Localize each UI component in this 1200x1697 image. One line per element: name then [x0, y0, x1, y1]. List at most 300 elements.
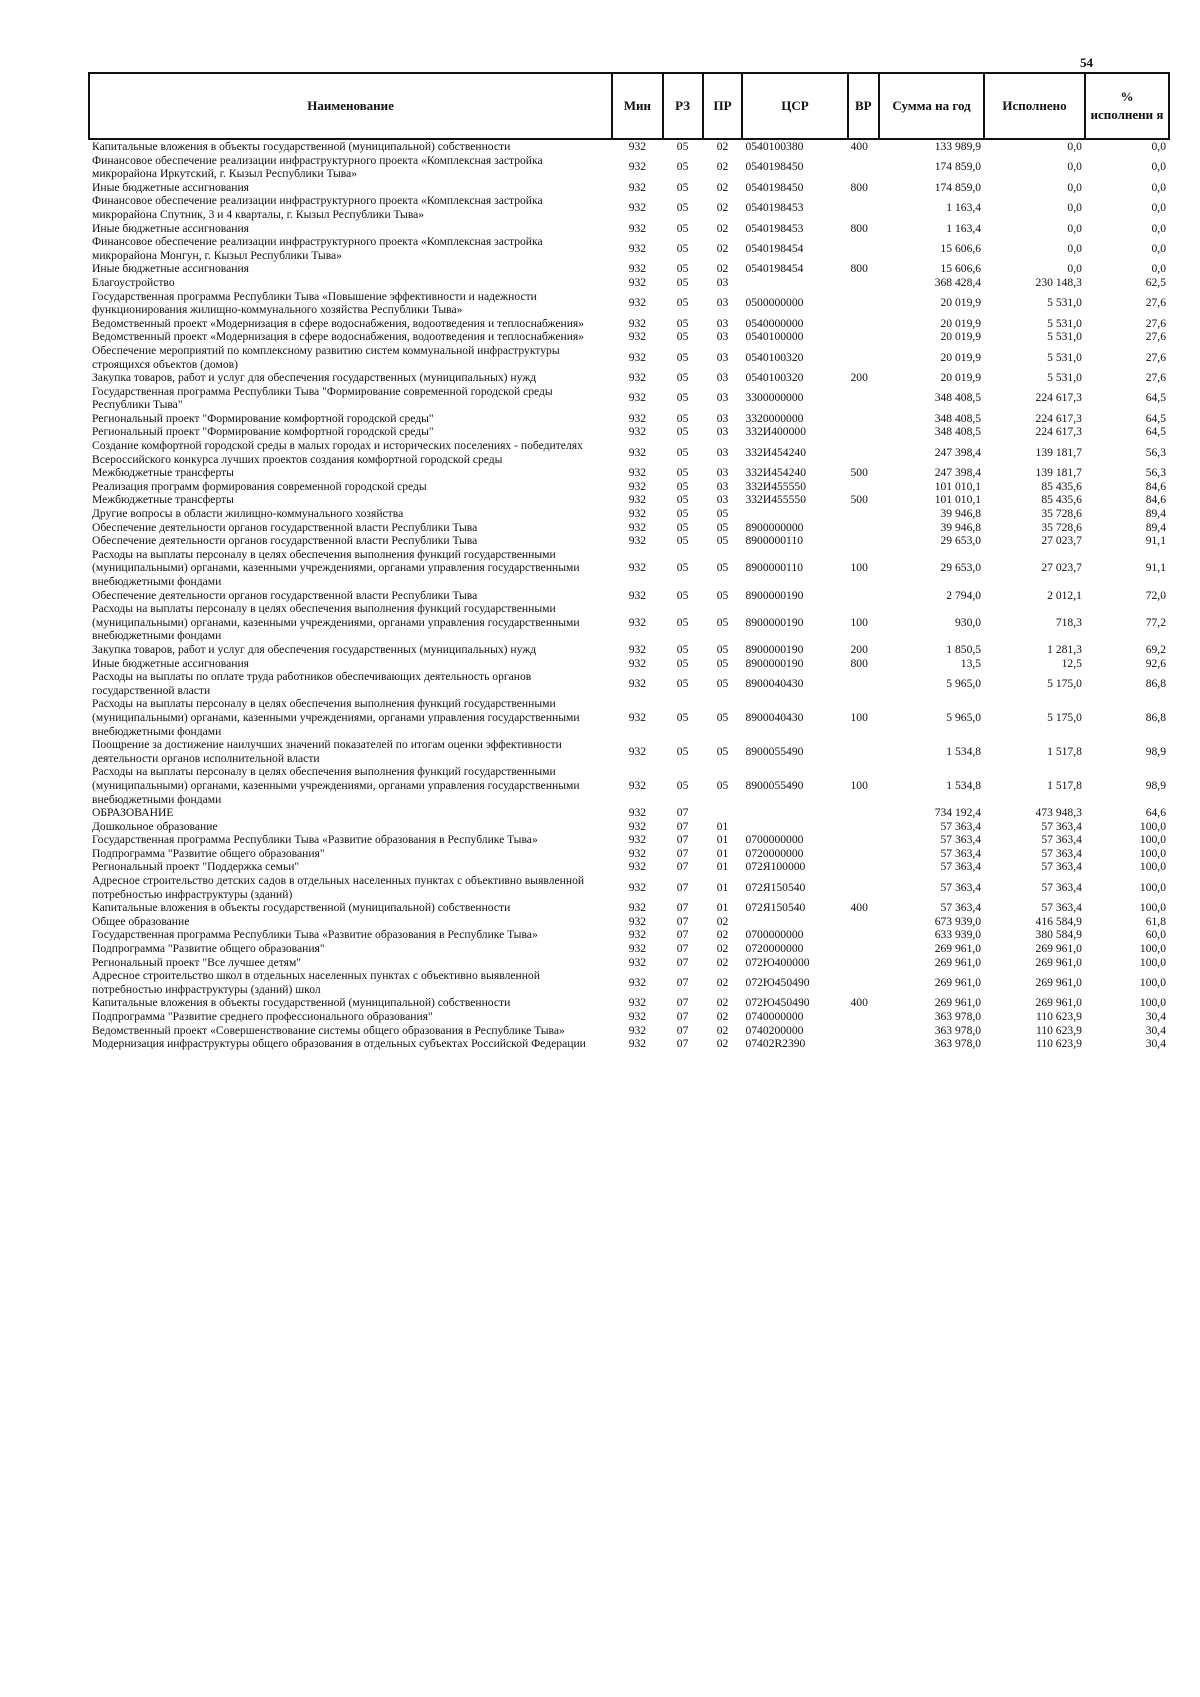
table-row [89, 276, 1169, 290]
cell-name: Адресное строительство детских садов в отдельных населенных пунктах с объективно выявленной потребностью инфраструктуры (зданий) [92, 874, 585, 901]
cell-name: Ведомственный проект «Модернизация в сфере водоснабжения, водоотведения и теплоснабжения» [92, 316, 585, 330]
cell-vr [848, 480, 880, 494]
cell-rz: 05 [676, 350, 689, 364]
cell-name: Общее образование [92, 914, 190, 928]
cell-min: 932 [628, 493, 647, 507]
cell-vr [848, 847, 880, 861]
cell-name: Иные бюджетные ассигнования [92, 221, 249, 235]
cell-sum: 57 363,4 [940, 819, 982, 833]
cell-done: 27 023,7 [1041, 534, 1082, 548]
table-row [89, 602, 1169, 643]
cell-pr: 02 [716, 160, 729, 174]
cell-sum: 13,5 [960, 656, 982, 670]
cell-rz: 05 [676, 642, 689, 656]
table-row [89, 657, 1169, 671]
table-row [89, 344, 1169, 371]
cell-sum: 348 408,5 [934, 411, 982, 425]
cell-rz: 05 [676, 221, 689, 235]
cell-sum: 57 363,4 [940, 860, 982, 874]
cell-done: 230 148,3 [1035, 275, 1082, 289]
cell-rz: 05 [676, 262, 689, 276]
cell-rz: 07 [676, 1023, 689, 1037]
table-row [89, 154, 1169, 181]
cell-sum: 57 363,4 [940, 880, 982, 894]
cell-name: Иные бюджетные ассигнования [92, 180, 249, 194]
cell-name: Расходы на выплаты персоналу в целях обеспечения выполнения функций государственными (муниципальными) органами, казенными учреждениями, органами управления государственными внебюджетными фондами [92, 765, 580, 806]
cell-name: Поощрение за достижение наилучших значений показателей по итогам оценки эффективности деятельности органов исполнительной власти [92, 738, 562, 765]
cell-sum: 39 946,8 [940, 520, 982, 534]
cell-done: 224 617,3 [1035, 391, 1082, 405]
cell-sum: 348 408,5 [934, 391, 982, 405]
cell-csr: 072Ю450490 [745, 996, 810, 1010]
cell-min: 932 [628, 140, 647, 153]
cell-sum: 101 010,1 [934, 493, 982, 507]
cell-name: Иные бюджетные ассигнования [92, 262, 249, 276]
cell-vr [848, 154, 880, 181]
cell-sum: 363 978,0 [934, 1023, 982, 1037]
cell-name: Обеспечение мероприятий по комплексному развитию систем коммунальной инфраструктуры строящихся объектов (домов) [92, 343, 560, 371]
cell-vr [848, 439, 880, 466]
cell-min: 932 [628, 391, 647, 405]
cell-pr: 02 [716, 241, 729, 255]
header-vr: ВР [848, 73, 880, 139]
cell-name: Государственная программа Республики Тыва «Повышение эффективности и надежности функционирования жилищно-коммунального хозяйства Республики Тыва» [92, 289, 537, 317]
cell-vr [848, 235, 880, 262]
cell-csr: 072Я150540 [745, 880, 806, 894]
cell-csr: 0720000000 [745, 846, 804, 860]
cell-rz: 05 [676, 425, 689, 439]
cell-sum: 15 606,6 [940, 262, 982, 276]
cell-pr: 03 [716, 350, 729, 364]
table-row [89, 521, 1169, 535]
cell-rz: 05 [676, 371, 689, 385]
cell-min: 932 [628, 316, 647, 330]
cell-vr: 800 [850, 262, 868, 276]
cell-vr [848, 738, 880, 765]
cell-rz: 05 [676, 201, 689, 215]
cell-csr: 8900000190 [745, 656, 804, 670]
cell-done: 5 175,0 [1047, 710, 1082, 724]
cell-pr: 05 [716, 588, 729, 602]
table-row [89, 1024, 1169, 1038]
table-row [89, 235, 1169, 262]
cell-pct: 62,5 [1145, 275, 1166, 289]
cell-min: 932 [628, 976, 647, 990]
table-row [89, 765, 1169, 806]
table-row [89, 534, 1169, 548]
cell-pct: 98,9 [1145, 744, 1166, 758]
table-row [89, 493, 1169, 507]
table-row [89, 847, 1169, 861]
cell-pct: 30,4 [1145, 1010, 1166, 1023]
cell-done: 2 012,1 [1047, 588, 1082, 602]
cell-sum: 57 363,4 [940, 833, 982, 847]
cell-csr: 8900000000 [745, 520, 804, 534]
cell-rz: 07 [676, 860, 689, 874]
cell-csr: 332И454240 [745, 445, 806, 459]
cell-csr: 8900055490 [745, 744, 804, 758]
cell-rz: 07 [676, 819, 689, 833]
cell-pct: 27,6 [1145, 296, 1166, 310]
header-rz: РЗ [663, 73, 703, 139]
cell-rz: 05 [676, 778, 689, 792]
cell-pct: 30,4 [1145, 1023, 1166, 1037]
cell-min: 932 [628, 819, 647, 833]
cell-name: Подпрограмма "Развитие среднего профессионального образования" [92, 1010, 433, 1023]
cell-sum: 174 859,0 [934, 180, 982, 194]
cell-pr: 05 [716, 561, 729, 575]
cell-pr: 02 [716, 180, 729, 194]
cell-done: 269 961,0 [1035, 955, 1082, 969]
cell-sum: 930,0 [954, 615, 982, 629]
cell-sum: 133 989,9 [934, 140, 982, 153]
cell-min: 932 [628, 507, 647, 521]
cell-pr: 05 [716, 520, 729, 534]
cell-pr: 02 [716, 1023, 729, 1037]
table-row [89, 942, 1169, 956]
cell-pr: 03 [716, 330, 729, 344]
cell-csr: 8900000110 [745, 534, 803, 548]
cell-pr: 05 [716, 615, 729, 629]
cell-pct: 92,6 [1145, 656, 1166, 670]
cell-pct: 56,3 [1145, 445, 1166, 459]
cell-done: 0,0 [1067, 262, 1082, 276]
cell-rz: 07 [676, 1010, 689, 1023]
table-row [89, 425, 1169, 439]
cell-rz: 05 [676, 744, 689, 758]
cell-done: 5 531,0 [1047, 350, 1082, 364]
cell-csr: 0740200000 [745, 1023, 804, 1037]
cell-vr [848, 521, 880, 535]
cell-pct: 77,2 [1145, 615, 1166, 629]
cell-rz: 05 [676, 466, 689, 480]
cell-csr: 07402R2390 [745, 1037, 806, 1051]
cell-name: Государственная программа Республики Тыва «Развитие образования в Республике Тыва» [92, 928, 538, 942]
cell-sum: 269 961,0 [934, 996, 982, 1010]
cell-pr: 05 [716, 778, 729, 792]
cell-sum: 29 653,0 [940, 561, 982, 575]
cell-pr: 03 [716, 371, 729, 385]
cell-csr: 0500000000 [745, 296, 804, 310]
cell-name: Региональный проект "Все лучшее детям" [92, 955, 302, 969]
cell-csr: 8900040430 [745, 710, 804, 724]
cell-vr: 100 [850, 561, 868, 575]
cell-pct: 27,6 [1145, 371, 1166, 385]
cell-vr: 800 [850, 221, 868, 235]
cell-pr: 03 [716, 316, 729, 330]
cell-csr [742, 820, 847, 834]
cell-name: Финансовое обеспечение реализации инфраструктурного проекта «Комплексная застройка микрорайона Спутник, 3 и 4 кварталы, г. Кызыл Республики Тыва» [92, 194, 543, 221]
cell-done: 269 961,0 [1035, 976, 1082, 990]
cell-min: 932 [628, 445, 647, 459]
cell-rz: 07 [676, 833, 689, 847]
cell-csr: 332И400000 [745, 425, 806, 439]
cell-min: 932 [628, 201, 647, 215]
cell-pct: 27,6 [1145, 350, 1166, 364]
cell-pr: 02 [716, 928, 729, 942]
cell-pct: 27,6 [1145, 330, 1166, 344]
cell-name: Государственная программа Республики Тыва "Формирование современной городской среды Республики Тыва" [92, 384, 553, 412]
cell-done: 1 281,3 [1047, 642, 1082, 656]
cell-vr: 800 [850, 656, 868, 670]
cell-min: 932 [628, 411, 647, 425]
header-pct: % исполнени я [1085, 73, 1169, 139]
cell-pr: 02 [716, 1037, 729, 1051]
table-row [89, 697, 1169, 738]
header-pr: ПР [703, 73, 743, 139]
cell-rz: 05 [676, 588, 689, 602]
cell-vr: 200 [850, 642, 868, 656]
cell-vr [848, 874, 880, 901]
cell-rz: 05 [676, 160, 689, 174]
cell-pct: 0,0 [1151, 241, 1166, 255]
table-row [89, 901, 1169, 915]
cell-pr: 03 [716, 411, 729, 425]
cell-done: 0,0 [1067, 180, 1082, 194]
cell-sum: 1 850,5 [946, 642, 982, 656]
header-done: Исполнено [984, 73, 1085, 139]
cell-rz: 05 [676, 140, 689, 153]
cell-pct: 100,0 [1139, 996, 1166, 1010]
cell-csr: 0740000000 [745, 1010, 804, 1023]
cell-vr: 200 [850, 371, 868, 385]
cell-pr: 02 [716, 996, 729, 1010]
cell-done: 5 531,0 [1047, 330, 1082, 344]
cell-pct: 69,2 [1145, 642, 1166, 656]
cell-done: 269 961,0 [1035, 942, 1082, 956]
cell-csr: 0540198453 [745, 221, 804, 235]
cell-pr: 02 [716, 942, 729, 956]
cell-vr: 400 [850, 901, 868, 915]
cell-csr: 8900000190 [745, 615, 804, 629]
cell-pr: 05 [716, 642, 729, 656]
cell-pct: 60,0 [1145, 928, 1166, 942]
table-row [89, 181, 1169, 195]
cell-csr: 332И454240 [745, 466, 806, 480]
cell-done: 57 363,4 [1041, 901, 1082, 915]
cell-pr: 05 [716, 534, 729, 548]
cell-rz: 07 [676, 996, 689, 1010]
cell-min: 932 [628, 275, 647, 289]
cell-pr: 02 [716, 914, 729, 928]
cell-csr: 072Ю400000 [745, 955, 810, 969]
cell-done: 85 435,6 [1041, 479, 1082, 493]
cell-name: Региональный проект "Поддержка семьи" [92, 860, 300, 874]
cell-sum: 1 534,8 [946, 778, 982, 792]
cell-sum: 29 653,0 [940, 534, 982, 548]
cell-name: Ведомственный проект «Совершенствование системы общего образования в Республике Тыва» [92, 1023, 565, 1037]
cell-done: 416 584,9 [1035, 914, 1082, 928]
cell-rz: 05 [676, 710, 689, 724]
table-row [89, 833, 1169, 847]
cell-csr [742, 507, 847, 521]
cell-name: Обеспечение деятельности органов государственной власти Республики Тыва [92, 520, 478, 534]
cell-vr [848, 317, 880, 331]
cell-pct: 100,0 [1139, 955, 1166, 969]
cell-sum: 368 428,4 [934, 275, 982, 289]
cell-min: 932 [628, 1037, 647, 1051]
cell-pct: 0,0 [1151, 140, 1166, 153]
cell-done: 1 517,8 [1047, 744, 1082, 758]
cell-vr [848, 969, 880, 996]
cell-name: Расходы на выплаты персоналу в целях обеспечения выполнения функций государственными (муниципальными) органами, казенными учреждениями, органами управления государственными внебюджетными фондами [92, 602, 580, 643]
cell-name: Другие вопросы в области жилищно-коммунального хозяйства [92, 507, 404, 521]
cell-vr [848, 820, 880, 834]
cell-done: 35 728,6 [1041, 520, 1082, 534]
cell-name: Подпрограмма "Развитие общего образования" [92, 846, 325, 860]
cell-sum: 1 163,4 [946, 221, 982, 235]
cell-min: 932 [628, 180, 647, 194]
cell-pr: 02 [716, 140, 729, 153]
cell-done: 473 948,3 [1035, 806, 1082, 820]
cell-sum: 363 978,0 [934, 1010, 982, 1023]
cell-min: 932 [628, 1023, 647, 1037]
cell-name: Государственная программа Республики Тыва «Развитие образования в Республике Тыва» [92, 833, 538, 847]
cell-csr: 3320000000 [745, 411, 804, 425]
cell-done: 27 023,7 [1041, 561, 1082, 575]
header-name: Наименование [89, 73, 612, 139]
cell-done: 57 363,4 [1041, 860, 1082, 874]
cell-pct: 84,6 [1145, 493, 1166, 507]
cell-pct: 72,0 [1145, 588, 1166, 602]
cell-min: 932 [628, 466, 647, 480]
cell-min: 932 [628, 520, 647, 534]
cell-min: 932 [628, 534, 647, 548]
cell-name: Капитальные вложения в объекты государственной (муниципальной) собственности [92, 140, 511, 153]
cell-name: Региональный проект "Формирование комфортной городской среды" [92, 411, 434, 425]
cell-done: 110 623,9 [1035, 1010, 1082, 1023]
cell-csr: 0540100380 [745, 140, 804, 153]
cell-name: Иные бюджетные ассигнования [92, 656, 249, 670]
table-row [89, 643, 1169, 657]
cell-vr [848, 1010, 880, 1024]
table-row [89, 956, 1169, 970]
cell-vr [848, 425, 880, 439]
table-row [89, 738, 1169, 765]
cell-sum: 20 019,9 [940, 350, 982, 364]
cell-pr: 05 [716, 710, 729, 724]
cell-rz: 07 [676, 928, 689, 942]
cell-min: 932 [628, 901, 647, 915]
cell-min: 932 [628, 833, 647, 847]
cell-rz: 05 [676, 241, 689, 255]
cell-done: 139 181,7 [1035, 445, 1082, 459]
cell-pr: 01 [716, 819, 729, 833]
cell-min: 932 [628, 221, 647, 235]
cell-vr [848, 534, 880, 548]
cell-rz: 05 [676, 180, 689, 194]
cell-vr [848, 806, 880, 820]
cell-sum: 57 363,4 [940, 846, 982, 860]
cell-pr: 03 [716, 275, 729, 289]
table-body [89, 139, 1169, 1051]
cell-rz: 07 [676, 955, 689, 969]
cell-csr: 072Ю450490 [745, 976, 810, 990]
cell-pr: 01 [716, 880, 729, 894]
cell-pct: 0,0 [1151, 160, 1166, 174]
table-row [89, 194, 1169, 221]
cell-done: 57 363,4 [1041, 819, 1082, 833]
cell-sum: 734 192,4 [934, 806, 982, 820]
cell-pr: 03 [716, 391, 729, 405]
cell-rz: 05 [676, 479, 689, 493]
cell-csr: 0720000000 [745, 942, 804, 956]
cell-sum: 348 408,5 [934, 425, 982, 439]
cell-pct: 61,8 [1145, 914, 1166, 928]
cell-csr: 8900000110 [745, 561, 803, 575]
cell-vr: 500 [850, 466, 868, 480]
cell-vr: 100 [850, 778, 868, 792]
cell-sum: 20 019,9 [940, 371, 982, 385]
cell-pr: 02 [716, 201, 729, 215]
cell-done: 5 531,0 [1047, 371, 1082, 385]
cell-pct: 91,1 [1145, 561, 1166, 575]
cell-csr: 0540100000 [745, 330, 804, 344]
table-row [89, 915, 1169, 929]
cell-min: 932 [628, 846, 647, 860]
cell-min: 932 [628, 778, 647, 792]
cell-rz: 07 [676, 846, 689, 860]
cell-vr [848, 330, 880, 344]
cell-min: 932 [628, 955, 647, 969]
cell-pr: 03 [716, 445, 729, 459]
table-row [89, 466, 1169, 480]
budget-table [88, 72, 1170, 1051]
cell-done: 110 623,9 [1035, 1037, 1082, 1051]
cell-pct: 100,0 [1139, 860, 1166, 874]
cell-pct: 100,0 [1139, 880, 1166, 894]
cell-done: 0,0 [1067, 221, 1082, 235]
cell-csr: 8900040430 [745, 676, 804, 690]
cell-pr: 01 [716, 901, 729, 915]
cell-name: Реализация программ формирования современной городской среды [92, 479, 427, 493]
cell-sum: 363 978,0 [934, 1037, 982, 1051]
cell-csr: 0700000000 [745, 928, 804, 942]
cell-name: Межбюджетные трансферты [92, 466, 234, 480]
cell-done: 5 175,0 [1047, 676, 1082, 690]
cell-pr: 02 [716, 976, 729, 990]
cell-csr: 0540198454 [745, 241, 804, 255]
cell-name: Расходы на выплаты персоналу в целях обеспечения выполнения функций государственными (муниципальными) органами, казенными учреждениями, органами управления государственными внебюджетными фондами [92, 697, 580, 738]
cell-vr [848, 956, 880, 970]
cell-name: Капитальные вложения в объекты государственной (муниципальной) собственности [92, 996, 511, 1010]
cell-min: 932 [628, 1010, 647, 1023]
cell-pct: 100,0 [1139, 819, 1166, 833]
cell-vr [848, 942, 880, 956]
cell-pr: 01 [716, 860, 729, 874]
cell-name: Дошкольное образование [92, 819, 218, 833]
cell-done: 224 617,3 [1035, 411, 1082, 425]
cell-rz: 05 [676, 391, 689, 405]
cell-min: 932 [628, 371, 647, 385]
cell-name: Расходы на выплаты по оплате труда работников обеспечивающих деятельность органов государственной власти [92, 670, 532, 697]
cell-min: 932 [628, 996, 647, 1010]
cell-done: 0,0 [1067, 160, 1082, 174]
cell-done: 1 517,8 [1047, 778, 1082, 792]
cell-rz: 05 [676, 534, 689, 548]
cell-name: Финансовое обеспечение реализации инфраструктурного проекта «Комплексная застройка микрорайона Иркутский, г. Кызыл Республики Тыва» [92, 153, 543, 181]
cell-name: ОБРАЗОВАНИЕ [92, 806, 174, 820]
cell-csr: 0540198454 [745, 262, 804, 276]
cell-pr: 05 [716, 744, 729, 758]
table-row [89, 317, 1169, 331]
cell-rz: 07 [676, 942, 689, 956]
cell-pct: 0,0 [1151, 262, 1166, 276]
cell-vr: 100 [850, 615, 868, 629]
table-row [89, 860, 1169, 874]
cell-pct: 30,4 [1145, 1037, 1166, 1051]
cell-sum: 101 010,1 [934, 479, 982, 493]
